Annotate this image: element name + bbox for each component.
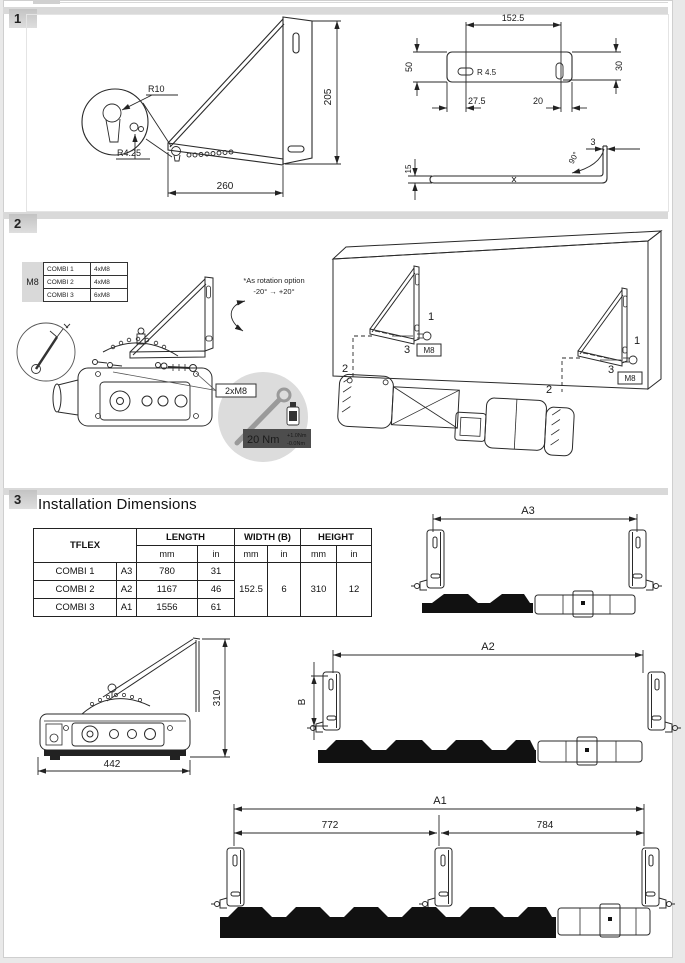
- dim-772-label: 772: [321, 820, 339, 831]
- dim-b-label: B: [297, 698, 308, 706]
- dim-15-label: 15: [404, 164, 413, 174]
- table-row: [44, 276, 128, 289]
- dim-1525-label: 152.5: [501, 13, 525, 23]
- step3-label-right: 3: [608, 364, 615, 376]
- exploded-bracket: [130, 277, 213, 358]
- combi2-ref: A2: [117, 581, 137, 599]
- step2-label-left: 2: [342, 363, 349, 375]
- combi2-length-in: 46: [198, 581, 235, 599]
- height-in-value: 12: [337, 563, 372, 617]
- plate-dimensions: [413, 22, 621, 112]
- combi3-ref: A1: [117, 599, 137, 617]
- profile-view: [430, 146, 607, 183]
- combi1-model: COMBI 1: [34, 563, 117, 581]
- combi3-length-in: 61: [198, 599, 235, 617]
- combi1-qty: 4xM8: [91, 263, 128, 276]
- mounting-screws: [93, 360, 197, 372]
- dim-260-label: 260: [216, 181, 234, 192]
- section2-number: 2: [9, 214, 37, 233]
- dim-784-label: 784: [536, 820, 554, 831]
- step2-label-right: 2: [546, 384, 553, 396]
- unit-in: in: [337, 546, 372, 563]
- side-view: [38, 638, 230, 775]
- bracket-isometric-view: [168, 17, 312, 165]
- leader-line-1: [113, 372, 219, 391]
- rotation-note: [231, 276, 317, 298]
- a2-assembly: [307, 650, 681, 765]
- rotation-note-line1: *As rotation option: [243, 276, 305, 285]
- dim-442-label: 442: [103, 759, 121, 770]
- a1-assembly: [211, 804, 675, 938]
- page-title: Installation Dimensions: [38, 496, 197, 513]
- dim-a2-label: A2: [481, 641, 495, 653]
- section1-number: 1: [9, 9, 37, 28]
- width-mm-value: 152.5: [235, 563, 268, 617]
- combi3-qty: 6xM8: [91, 289, 128, 302]
- combi1-ref: A3: [117, 563, 137, 581]
- step3-label-left: 3: [404, 344, 411, 356]
- step1-label-left: 1: [428, 311, 435, 323]
- col-width: WIDTH (B): [235, 529, 301, 546]
- label-r10: R10: [148, 84, 165, 94]
- table-header-row: [34, 529, 372, 546]
- section2-drawings: [0, 212, 685, 487]
- unit-mm: mm: [137, 546, 198, 563]
- combi3-model: COMBI 3: [44, 289, 91, 302]
- torque-value: 20 Nm: [247, 434, 280, 446]
- combi1-model: COMBI 1: [44, 263, 91, 276]
- dim-20-label: 20: [532, 96, 543, 106]
- a3-assembly: [411, 514, 662, 617]
- dim-a3-label: A3: [521, 505, 535, 517]
- dim-275-label: 27.5: [468, 96, 486, 106]
- combi2-model: COMBI 2: [34, 581, 117, 599]
- rotation-note-line2: -20° → +20°: [253, 286, 295, 296]
- callout-2xm8: 2xM8: [224, 386, 248, 396]
- height-mm-value: 310: [301, 563, 337, 617]
- combi1-length-mm: 780: [137, 563, 198, 581]
- combi2-model: COMBI 2: [44, 276, 91, 289]
- section3-number: 3: [9, 490, 37, 509]
- bolt-quantity-table: [22, 262, 128, 302]
- m8-tag-right: M8: [624, 374, 636, 383]
- combi1-length-in: 31: [198, 563, 235, 581]
- unit-mm: mm: [235, 546, 268, 563]
- label-r45: R 4.5: [477, 68, 497, 77]
- combi3-length-mm: 1556: [137, 599, 198, 617]
- combi2-length-mm: 1167: [137, 581, 198, 599]
- dim-a1-label: A1: [433, 795, 447, 807]
- bolt-size-cell: M8: [22, 262, 43, 302]
- unit-mm: mm: [301, 546, 337, 563]
- dim-90deg-label: 90°: [566, 150, 581, 166]
- wrench-callout: [17, 323, 75, 381]
- dim-3-label: 3: [590, 137, 596, 147]
- section1-drawings: [0, 0, 685, 212]
- table-row: [44, 263, 128, 276]
- torque-tol-plus: +1.0Nm: [287, 433, 307, 439]
- dim-50-label: 50: [404, 61, 414, 73]
- rotation-arrow: [231, 301, 245, 331]
- dim-205-label: 205: [323, 88, 334, 106]
- combi3-model: COMBI 3: [34, 599, 117, 617]
- width-in-value: 6: [268, 563, 301, 617]
- table-row: [34, 563, 372, 581]
- col-height: HEIGHT: [301, 529, 372, 546]
- unit-in: in: [198, 546, 235, 563]
- unit-in: in: [268, 546, 301, 563]
- torque-tol-minus: -0.0Nm: [287, 441, 306, 447]
- floodlight-exploded: [53, 337, 212, 426]
- table-row: [44, 289, 128, 302]
- dim-30-label: 30: [614, 60, 624, 72]
- m8-tag-left: M8: [423, 346, 435, 355]
- col-tflex: TFLEX: [34, 529, 137, 563]
- col-length: LENGTH: [137, 529, 235, 546]
- label-r425: R4.25: [117, 148, 142, 158]
- installation-dimensions-table: [33, 528, 372, 617]
- combi2-qty: 4xM8: [91, 276, 128, 289]
- profile-dimensions: [408, 149, 640, 200]
- floodlight-under-wall: [336, 374, 575, 456]
- step1-label-right: 1: [634, 335, 641, 347]
- dim-310-label: 310: [212, 689, 223, 707]
